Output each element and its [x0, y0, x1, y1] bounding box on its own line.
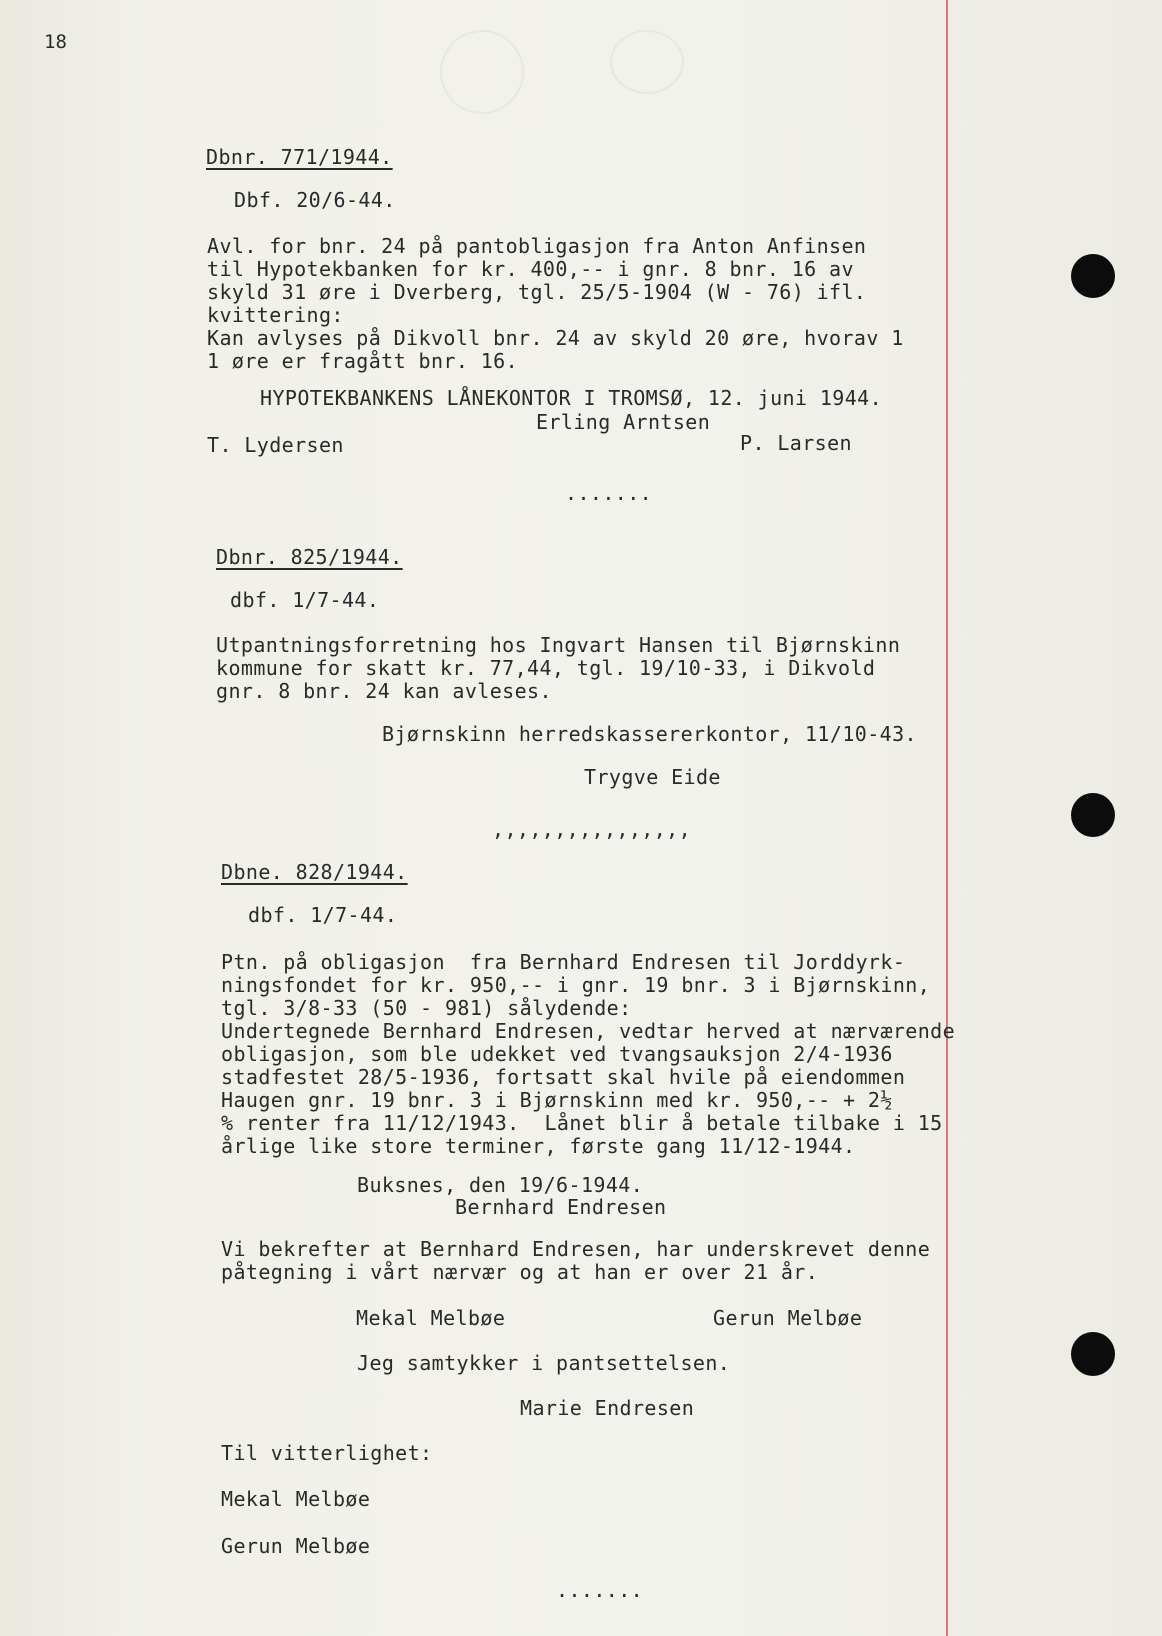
- bleed-through-stamp-2: [610, 30, 684, 94]
- punch-hole-top: [1071, 254, 1115, 298]
- entry-3-body-line: stadfestet 28/5-1936, fortsatt skal hvile på eiendommen: [221, 1065, 906, 1089]
- punch-hole-middle: [1071, 793, 1115, 837]
- entry-3-body-line: årlige like store terminer, første gang 11/12-1944.: [221, 1134, 856, 1158]
- entry-1-body-line: Kan avlyses på Dikvoll bnr. 24 av skyld 20 øre, hvorav 1: [207, 326, 904, 350]
- entry-1-issuer: HYPOTEKBANKENS LÅNEKONTOR I TROMSØ, 12. juni 1944.: [260, 386, 883, 410]
- entry-1-body-line: kvittering:: [207, 303, 344, 327]
- entry-3-witness-statement: påtegning i vårt nærvær og at han er over 21 år.: [221, 1260, 819, 1284]
- entry-3-body-line: tgl. 3/8-33 (50 - 981) sålydende:: [221, 996, 632, 1020]
- entry-3-witness-1: Mekal Melbøe: [356, 1306, 506, 1330]
- page-number: 18: [44, 31, 67, 53]
- entry-2-separator: ,,,,,,,,,,,,,,,,: [492, 817, 692, 841]
- entry-3-consent-signer: Marie Endresen: [520, 1396, 695, 1420]
- entry-2-body-line: kommune for skatt kr. 77,44, tgl. 19/10-33, i Dikvold: [216, 656, 876, 680]
- entry-1-body-line: Avl. for bnr. 24 på pantobligasjon fra Anton Anfinsen: [207, 234, 867, 258]
- entry-3-consent: Jeg samtykker i pantsettelsen.: [357, 1351, 731, 1375]
- entry-1-body-line: skyld 31 øre i Dverberg, tgl. 25/5-1904 (W - 76) ifl.: [207, 280, 867, 304]
- entry-3-body-line: Undertegnede Bernhard Endresen, vedtar herved at nærværende: [221, 1019, 956, 1043]
- entry-1-separator: .......: [565, 481, 653, 505]
- entry-3-attest-name-2: Gerun Melbøe: [221, 1534, 371, 1558]
- entry-3-attest-label: Til vitterlighet:: [221, 1441, 433, 1465]
- entry-1-body-line: 1 øre er fragått bnr. 16.: [207, 349, 519, 373]
- entry-3-body-line: Haugen gnr. 19 bnr. 3 i Bjørnskinn med kr. 950,-- + 2½: [221, 1088, 893, 1112]
- entry-3-body-line: % renter fra 11/12/1943. Lånet blir å betale tilbake i 15: [221, 1111, 943, 1135]
- entry-3-separator: .......: [556, 1578, 644, 1602]
- entry-3-attest-name-1: Mekal Melbøe: [221, 1487, 371, 1511]
- entry-3-dbf: dbf. 1/7-44.: [248, 903, 398, 927]
- entry-3-heading: Dbne. 828/1944.: [221, 860, 408, 884]
- entry-3-signer: Bernhard Endresen: [455, 1195, 667, 1219]
- entry-3-body-line: ningsfondet for kr. 950,-- i gnr. 19 bnr. 3 i Bjørnskinn,: [221, 973, 931, 997]
- red-margin-line: [946, 0, 948, 1636]
- entry-2-issuer: Bjørnskinn herredskassererkontor, 11/10-43.: [382, 722, 917, 746]
- bleed-through-stamp: [440, 30, 524, 114]
- entry-2-heading: Dbnr. 825/1944.: [216, 545, 403, 569]
- entry-2-body-line: Utpantningsforretning hos Ingvart Hansen til Bjørnskinn: [216, 633, 901, 657]
- entry-3-body-line: obligasjon, som ble udekket ved tvangsauksjon 2/4-1936: [221, 1042, 893, 1066]
- entry-2-signature: Trygve Eide: [584, 765, 721, 789]
- entry-1-signature-1: Erling Arntsen: [536, 410, 711, 434]
- entry-1-heading: Dbnr. 771/1944.: [206, 145, 393, 169]
- punch-hole-bottom: [1071, 1332, 1115, 1376]
- entry-1-signature-3: P. Larsen: [740, 431, 852, 455]
- entry-3-place-date: Buksnes, den 19/6-1944.: [357, 1173, 644, 1197]
- entry-3-witness-2: Gerun Melbøe: [713, 1306, 863, 1330]
- entry-1-body-line: til Hypotekbanken for kr. 400,-- i gnr. 8 bnr. 16 av: [207, 257, 854, 281]
- entry-2-dbf: dbf. 1/7-44.: [230, 588, 380, 612]
- entry-3-body-line: Ptn. på obligasjon fra Bernhard Endresen til Jorddyrk-: [221, 950, 906, 974]
- entry-2-body-line: gnr. 8 bnr. 24 kan avleses.: [216, 679, 552, 703]
- entry-1-signature-2: T. Lydersen: [207, 433, 344, 457]
- entry-3-witness-statement: Vi bekrefter at Bernhard Endresen, har underskrevet denne: [221, 1237, 931, 1261]
- entry-1-dbf: Dbf. 20/6-44.: [234, 188, 396, 212]
